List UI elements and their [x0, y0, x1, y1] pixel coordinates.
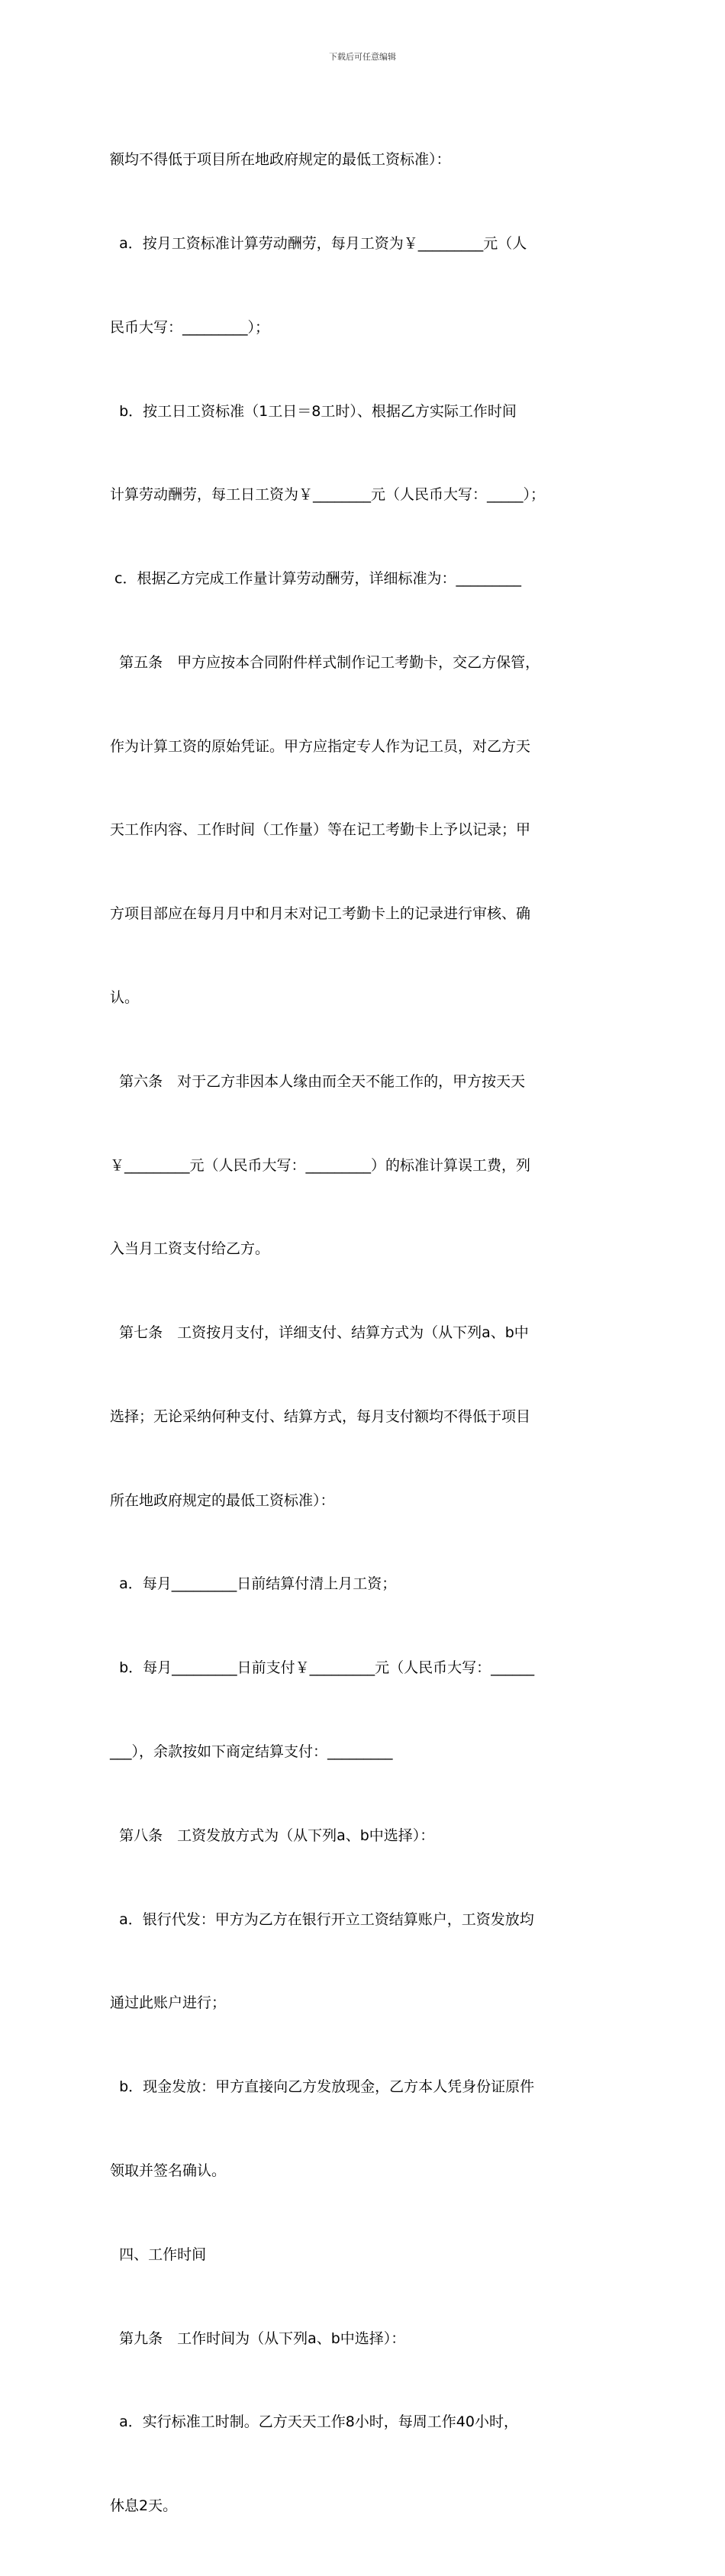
paragraph-line: b．每月_________日前支付￥_________元（人民币大写：______ — [110, 1659, 535, 1677]
paragraph-line: c．根据乙方完成工作量计算劳动酬劳，详细标准为：_________ — [110, 570, 521, 588]
paragraph-line: 民币大写：_________）； — [110, 318, 270, 336]
paragraph-line: 第八条 工资发放方式为（从下列a、b中选择）： — [110, 1826, 435, 1844]
paragraph-line: 第九条 工作时间为（从下列a、b中选择）： — [110, 2329, 406, 2347]
paragraph-line: 额均不得低于项目所在地政府规定的最低工资标准）： — [110, 151, 451, 169]
paragraph-line: 第六条 对于乙方非因本人缘由而全天不能工作的，甲方按天天 — [110, 1072, 526, 1090]
paragraph-line: a．实行标准工时制。乙方天天工作8小时，每周工作40小时， — [110, 2413, 518, 2431]
paragraph-line: 领取并签名确认。 — [110, 2162, 227, 2179]
paragraph-line: a．银行代发：甲方为乙方在银行开立工资结算账户，工资发放均 — [110, 1910, 534, 1928]
paragraph-line: 计算劳动酬劳，每工日工资为￥________元（人民币大写：_____）； — [110, 486, 546, 504]
page-header-note: 下载后可任意编辑 — [329, 52, 396, 62]
paragraph-line: ￥_________元（人民币大写：_________）的标准计算误工费，列 — [110, 1156, 531, 1174]
paragraph-line: 方项目部应在每月月中和月末对记工考勤卡上的记录进行审核、确 — [110, 905, 531, 923]
paragraph-line: 天工作内容、工作时间（工作量）等在记工考勤卡上予以记录；甲 — [110, 821, 531, 839]
paragraph-line: b．现金发放：甲方直接向乙方发放现金，乙方本人凭身份证原件 — [110, 2078, 535, 2096]
paragraph-line: 休息2天。 — [110, 2497, 178, 2515]
paragraph-line: b．按工日工资标准（1工日＝8工时）、根据乙方实际工作时间 — [110, 402, 517, 420]
paragraph-line: 第五条 甲方应按本合同附件样式制作记工考勤卡，交乙方保管， — [110, 653, 540, 671]
section-heading: 四、工作时间 — [110, 2246, 207, 2263]
paragraph-line: a．按月工资标准计算劳动酬劳，每月工资为￥_________元（人 — [110, 234, 527, 252]
paragraph-line: 第七条 工资按月支付，详细支付、结算方式为（从下列a、b中 — [110, 1324, 529, 1342]
paragraph-line: 入当月工资支付给乙方。 — [110, 1240, 270, 1258]
contract-body — [110, 90, 621, 2576]
paragraph-line: 通过此账户进行； — [110, 1994, 227, 2012]
paragraph-line: 选择；无论采纳何种支付、结算方式，每月支付额均不得低于项目 — [110, 1407, 531, 1425]
paragraph-line: a．每月_________日前结算付清上月工资； — [110, 1575, 397, 1593]
paragraph-line: 作为计算工资的原始凭证。甲方应指定专人作为记工员，对乙方天 — [110, 737, 531, 755]
paragraph-line: 认。 — [110, 989, 140, 1006]
paragraph-line: 所在地政府规定的最低工资标准）： — [110, 1491, 335, 1509]
paragraph-line: ___），余款按如下商定结算支付：_________ — [110, 1743, 393, 1761]
